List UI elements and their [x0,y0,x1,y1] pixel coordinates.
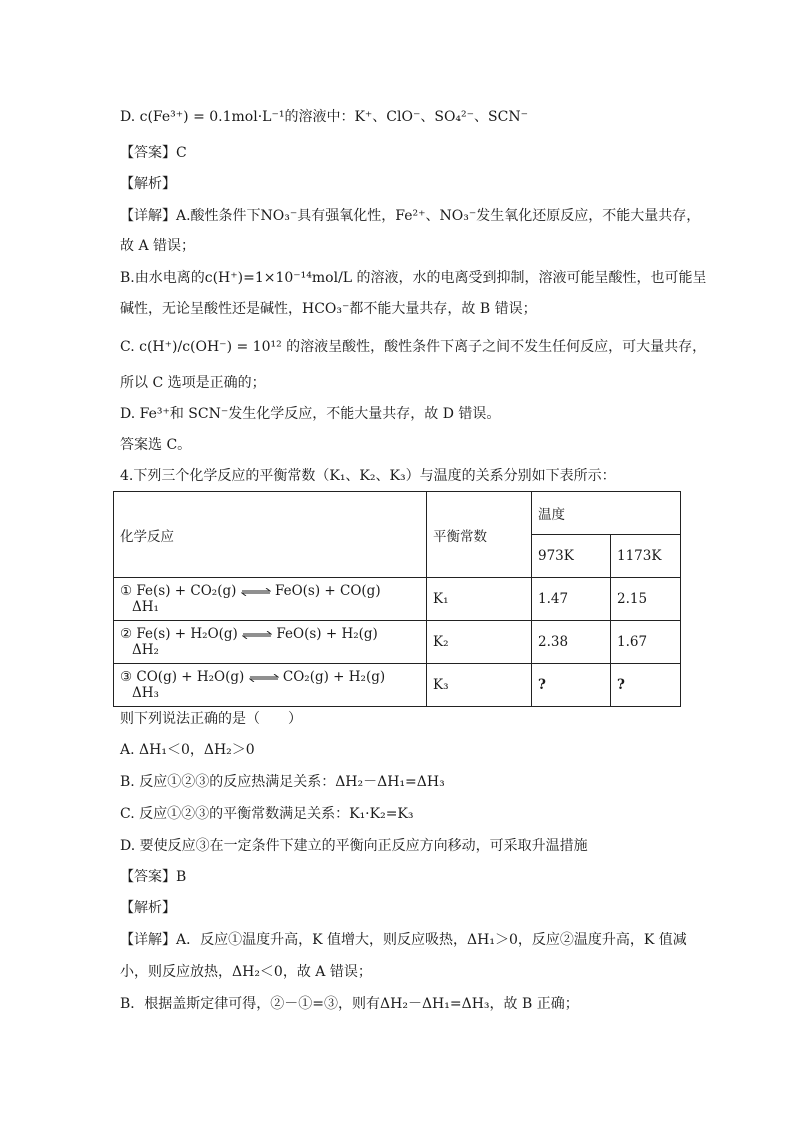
header-constant: 平衡常数 [427,492,532,578]
value-973k: ? [532,664,611,707]
header-temperature: 温度 [532,492,681,535]
analysis-label: 【解析】 [120,176,176,192]
k-cell: K₂ [427,621,532,664]
answer-label: 【答案】C [120,145,187,161]
table-row [114,621,681,664]
conclusion-line: 答案选 C。 [120,437,192,453]
reaction-cell [114,664,427,707]
reaction-cell [114,578,427,621]
detail-line: 碱性，无论呈酸性还是碱性，HCO₃⁻都不能大量共存，故 B 错误； [120,301,537,317]
table-row [114,578,681,621]
detail-line: B.由水电离的c(H⁺)=1×10⁻¹⁴mol/L 的溶液，水的电离受到抑制，溶液可能呈酸性，也可能呈 [120,270,707,286]
option-d: D. 要使反应③在一定条件下建立的平衡向正反应方向移动，可采取升温措施 [120,838,588,854]
products: FeO(s) + H₂(g) [276,626,378,642]
equilibrium-table [113,491,681,707]
value-973k: 1.47 [532,578,611,621]
detail-line: 小，则反应放热，ΔH₂＜0，故 A 错误； [120,964,372,980]
k-cell: K₁ [427,578,532,621]
header-reaction: 化学反应 [114,492,427,578]
detail-line: 【详解】A.酸性条件下NO₃⁻具有强氧化性，Fe²⁺、NO₃⁻发生氧化还原反应，不能大量共存， [120,208,701,224]
equilibrium-arrow-icon [242,631,272,639]
detail-line: D. Fe³⁺和 SCN⁻发生化学反应，不能大量共存，故 D 错误。 [120,406,501,422]
reaction-number: ② [120,626,133,642]
analysis-label: 【解析】 [120,900,176,916]
detail-line: B．根据盖斯定律可得，②－①=③，则有ΔH₂－ΔH₁=ΔH₃，故 B 正确； [120,996,579,1012]
value-1173k: 1.67 [611,621,681,664]
detail-line: 故 A 错误； [120,238,196,254]
value-973k: 2.38 [532,621,611,664]
header-973k: 973K [532,535,611,578]
option-d-line: D. c(Fe³⁺) = 0.1mol·L⁻¹的溶液中：K⁺、ClO⁻、SO₄²⁻、SCN⁻ [120,109,528,125]
table-row [114,664,681,707]
option-b: B. 反应①②③的反应热满足关系：ΔH₂－ΔH₁=ΔH₃ [120,774,445,790]
products: FeO(s) + CO(g) [274,583,381,599]
reactants: CO(g) + H₂O(g) [136,669,245,685]
reactants: Fe(s) + H₂O(g) [136,626,238,642]
value-1173k: ? [611,664,681,707]
equilibrium-arrow-icon [241,588,271,596]
equilibrium-arrow-icon [249,674,279,682]
option-a: A. ΔH₁＜0，ΔH₂＞0 [120,742,255,758]
option-c: C. 反应①②③的平衡常数满足关系：K₁·K₂=K₃ [120,806,414,822]
reaction-number: ③ [120,669,133,685]
value-1173k: 2.15 [611,578,681,621]
reaction-number: ① [120,583,133,599]
question-prompt: 则下列说法正确的是（ ） [120,711,302,727]
answer-label: 【答案】B [120,869,187,885]
detail-line: C. c(H⁺)/c(OH⁻) = 10¹² 的溶液呈酸性，酸性条件下离子之间不发生任何反应，可大量共存， [120,339,707,355]
detail-line: 【详解】A．反应①温度升高，K 值增大，则反应吸热，ΔH₁＞0，反应②温度升高，K 值减 [120,932,687,948]
k-cell: K₃ [427,664,532,707]
enthalpy: ΔH₁ [132,599,159,615]
products: CO₂(g) + H₂(g) [282,669,386,685]
reaction-cell [114,621,427,664]
header-1173k: 1173K [611,535,681,578]
reactants: Fe(s) + CO₂(g) [136,583,237,599]
detail-line: 所以 C 选项是正确的； [120,375,266,391]
enthalpy: ΔH₂ [132,642,159,658]
question-4: 4.下列三个化学反应的平衡常数（K₁、K₂、K₃）与温度的关系分别如下表所示： [120,468,616,484]
enthalpy: ΔH₃ [132,685,159,701]
